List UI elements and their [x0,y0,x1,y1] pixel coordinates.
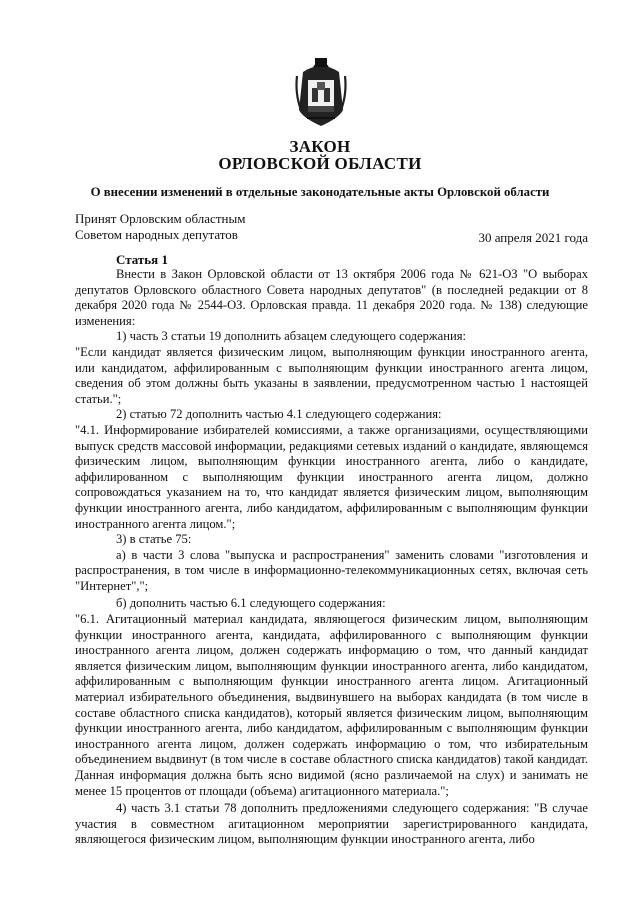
paragraph: 4) часть 3.1 статьи 78 дополнить предложениями следующего содержания: "В случае участия в совместном агитационном мероприятии зарегистрированного кандидата, являющегося физическим лицом, выполняющим функции иностранного агента, либо [75,801,588,847]
paragraph: 3) в статье 75: [116,532,192,547]
article-heading: Статья 1 [116,252,168,267]
paragraph: Внести в Закон Орловской области от 13 октября 2006 года № 621-ОЗ "О выборах депутатов Орловского областного Совета народных депутатов" (в последней редакции от 8 декабря 2020 года № 2544-ОЗ. Орловская правда. 11 декабря 2020 года. № 138) следующие изменения: [75,267,588,328]
paragraph: "4.1. Информирование избирателей комиссиями, а также организациями, осуществляющими выпуск средств массовой информации, редакциями сетевых изданий о кандидате, являющемся физическим лицом, выполняющим функции иностранного агента, либо о кандидате, аффилированном с выполняющим функции иностранного агента лицом, должно сопровождаться указанием на то, что кандидат является физическим лицом, выполняющим функции иностранного агента, либо кандидатом, аффилированным с выполняющим функции иностранного агента лицом."; [75,422,588,531]
paragraph: а) в части 3 слова "выпуска и распространения" заменить словами "изготовления и распространения, в том числе в информационно-телекоммуникационных сетях, включая сеть "Интернет","; [75,547,588,593]
law-title: ЗАКОН [289,137,351,156]
adoption-line: Советом народных депутатов [75,227,238,242]
paragraph: 1) часть 3 статьи 19 дополнить абзацем следующего содержания: [116,329,466,344]
region-title: ОРЛОВСКОЙ ОБЛАСТИ [218,154,422,173]
paragraph: "Если кандидат является физическим лицом, выполняющим функции иностранного агента, или кандидатом, аффилированным с выполняющим функции иностранного агента лицом, сведения об этом должны быть указаны в заявлении, предусмотренном частью 1 настоящей статьи."; [75,344,588,406]
adoption-date: 30 апреля 2021 года [478,230,588,245]
paragraph: 2) статью 72 дополнить частью 4.1 следующего содержания: [116,407,442,422]
adoption-line: Принят Орловским областным [75,211,246,226]
adoption-block [75,211,245,243]
law-subtitle: О внесении изменений в отдельные законодательные акты Орловской области [90,185,550,199]
paragraph: "6.1. Агитационный материал кандидата, являющегося физическим лицом, выполняющим функции иностранного агента, кандидата, аффилированного с выполняющим функции иностранного агента лицом, должен содержать информацию о том, что данный кандидат является физическим лицом, выполняющим функции иностранного агента, либо кандидатом, аффилированным с выполняющим функции иностранного агента лицом. Агитационный материал избирательного объединения, выдвинувшего на выборах кандидата (в том числе в составе областного списка кандидатов), который является физическим лицом, выполняющим функции иностранного агента, либо кандидатом, аффилированным с выполняющим функции иностранного агента лицом, должен содержать информацию о том, что избирательным объединением выдвинут (в том числе в составе областного списка кандидатов) такой кандидат. Данная информация должна быть ясно видимой (ясно различаемой на слух) и занимать не менее 15 процентов от площади (объема) агитационного материала."; [75,612,588,798]
paragraph: б) дополнить частью 6.1 следующего содержания: [116,596,386,611]
article-body [75,267,588,848]
coat-of-arms-icon [293,58,349,128]
